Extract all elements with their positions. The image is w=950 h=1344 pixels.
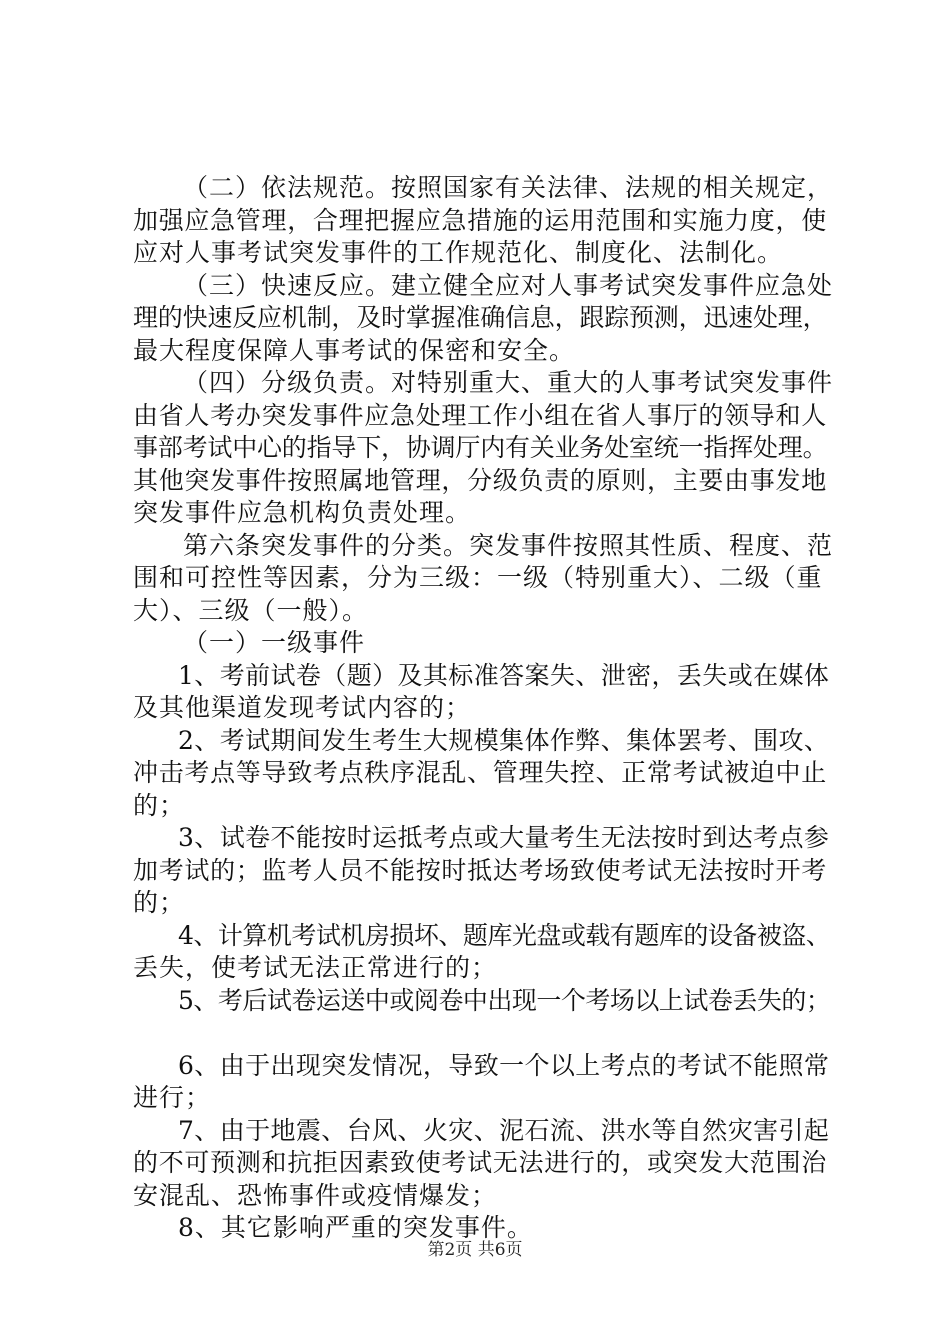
document-line — [133, 1017, 833, 1050]
document-line: 围和可控性等因素，分为三级：一级（特别重大）、二级（重 — [133, 563, 823, 592]
document-line: 的； — [133, 790, 186, 820]
document-line: 其他突发事件按照属地管理，分级负责的原则，主要由事发地 — [133, 465, 827, 495]
document-line: 6、由于出现突发情况，导致一个以上考点的考试不能照常 — [178, 1050, 830, 1080]
document-line: 及其他渠道发现考试内容的； — [133, 693, 472, 722]
page-footer: 第2页 共6页 — [427, 1240, 523, 1260]
document-line: 2、考试期间发生考生大规模集体作弊、集体罢考、围攻、 — [178, 725, 830, 755]
document-line: 冲击考点等导致考点秩序混乱、管理失控、正常考试被迫中止 — [133, 758, 827, 787]
document-line: 大）、三级（一般）。 — [133, 595, 369, 625]
document-line: 4、计算机考试机房损坏、题库光盘或载有题库的设备被盗、 — [178, 920, 831, 950]
document-line: 8、其它影响严重的突发事件。 — [178, 1213, 533, 1242]
document-line: 加强应急管理，合理把握应急措施的运用范围和实施力度，使 — [133, 205, 827, 235]
document-body — [133, 172, 833, 1245]
document-line: 最大程度保障人事考试的保密和安全。 — [133, 335, 576, 365]
document-line: 安混乱、恐怖事件或疫情爆发； — [133, 1180, 498, 1210]
document-line: （三）快速反应。建立健全应对人事考试突发事件应急处 — [183, 270, 834, 300]
document-line: （四）分级负责。对特别重大、重大的人事考试突发事件 — [183, 368, 834, 397]
document-line: 第六条突发事件的分类。突发事件按照其性质、程度、范 — [183, 530, 834, 560]
document-line: 1、考前试卷（题）及其标准答案失、泄密，丢失或在媒体 — [178, 660, 830, 690]
document-line: 的； — [133, 888, 186, 917]
document-line: 的不可预测和抗拒因素致使考试无法进行的，或突发大范围治 — [133, 1148, 827, 1177]
document-line: （二）依法规范。按照国家有关法律、法规的相关规定， — [183, 173, 834, 202]
document-line: 应对人事考试突发事件的工作规范化、制度化、法制化。 — [133, 238, 784, 267]
document-line: （一）一级事件 — [183, 628, 366, 657]
document-line: 7、由于地震、台风、火灾、泥石流、洪水等自然灾害引起 — [178, 1115, 830, 1145]
document-line: 加考试的；监考人员不能按时抵达考场致使考试无法按时开考 — [133, 855, 827, 885]
document-line: 突发事件应急机构负责处理。 — [133, 498, 472, 527]
document-line: 进行； — [133, 1083, 212, 1112]
document-line: 丢失，使考试无法正常进行的； — [133, 953, 498, 982]
document-line: 由省人考办突发事件应急处理工作小组在省人事厅的领导和人 — [133, 400, 827, 430]
document-line: 5、考后试卷运送中或阅卷中出现一个考场以上试卷丢失的； — [178, 985, 831, 1015]
document-line: 3、试卷不能按时运抵考点或大量考生无法按时到达考点参 — [178, 823, 830, 852]
document-line: 事部考试中心的指导下，协调厅内有关业务处室统一指挥处理。 — [133, 433, 828, 462]
document-line: 理的快速反应机制，及时掌握准确信息，跟踪预测，迅速处理， — [133, 303, 828, 332]
